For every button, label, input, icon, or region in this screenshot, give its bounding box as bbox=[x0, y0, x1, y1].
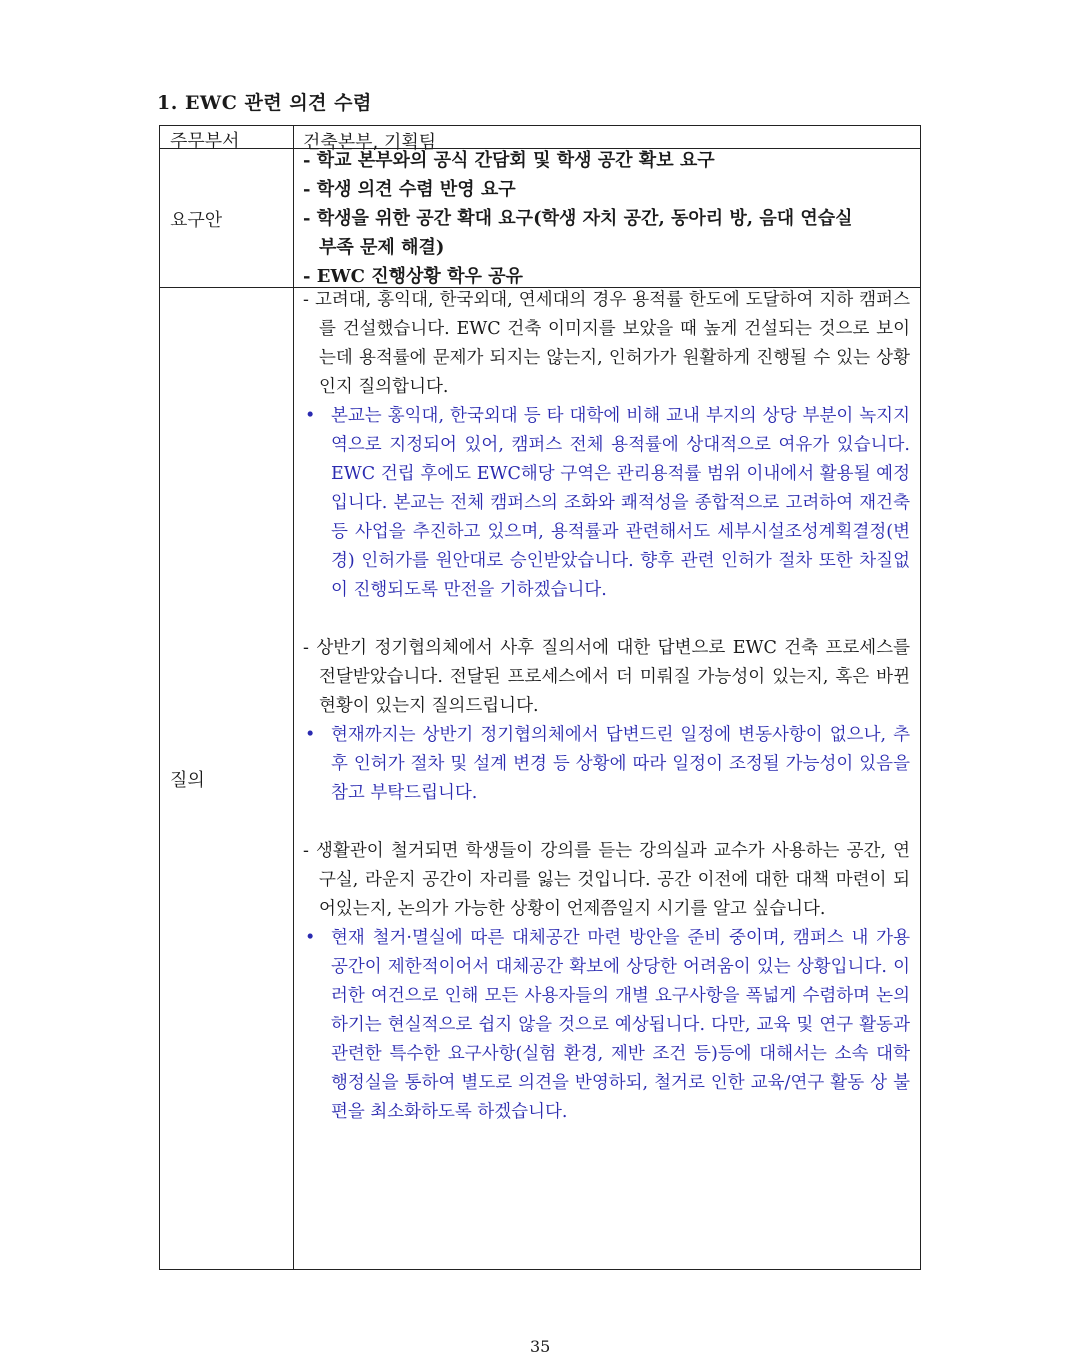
answer-body: 현재까지는 상반기 정기협의체에서 답변드린 일정에 변동사항이 없으나, 추후 인허가 절차 및 설계 변경 등 상황에 따라 일정이 조정될 가능성이 있음을 참고 부탁드립니다. bbox=[331, 725, 910, 803]
qa-list bbox=[303, 286, 910, 1127]
requests-list bbox=[303, 146, 910, 291]
request-item: 부족 문제 해결) bbox=[319, 237, 445, 258]
request-item: - 학교 본부와의 공식 간담회 및 학생 공간 확보 요구 bbox=[303, 150, 715, 171]
answer-body: 현재 철거·멸실에 따른 대체공간 마련 방안을 준비 중이며, 캠퍼스 내 가용 공간이 제한적이어서 대체공간 확보에 상당한 어려움이 있는 상황입니다. 이러한 여건으로 인해 모든 사용자들의 개별 요구사항을 폭넓게 수렴하며 논의하기는 현실적으로 쉽지 않을 것으로 예상됩니다. 다만, 교육 및 연구 활동과 관련한 특수한 요구사항(실험 환경, 제반 조건 등)등에 대해서는 소속 대학 행정실을 통하여 별도로 의견을 반영하되, 철거로 인한 교육/연구 활동 상 불편을 최소화하도록 하겠습니다. bbox=[331, 928, 910, 1122]
answer-text bbox=[303, 402, 910, 605]
column-divider bbox=[293, 126, 294, 1269]
opinion-table bbox=[159, 125, 921, 1270]
qa-label: 질의 bbox=[170, 770, 205, 791]
answer-body: 본교는 홍익대, 한국외대 등 타 대학에 비해 교내 부지의 상당 부분이 녹지지역으로 지정되어 있어, 캠퍼스 전체 용적률에 상대적으로 여유가 있습니다. EWC 건립 후에도 EWC해당 구역은 관리용적률 범위 이내에서 활용될 예정입니다. 본교는 전체 캠퍼스의 조화와 쾌적성을 종합적으로 고려하여 재건축 등 사업을 추진하고 있으며, 용적률과 관련해서도 세부시설조성계획결정(변경) 인허가를 원안대로 승인받았습니다. 향후 관련 인허가 절차 또한 차질없이 진행되도록 만전을 기하겠습니다. bbox=[331, 406, 910, 600]
bullet-icon: • bbox=[305, 725, 316, 745]
question-text: - 생활관이 철거되면 학생들이 강의를 듣는 강의실과 교수가 사용하는 공간, 연구실, 라운지 공간이 자리를 잃는 것입니다. 공간 이전에 대한 대책 마련이 되어있는지, 논의가 가능한 상황이 언제쯤일지 시기를 알고 싶습니다. bbox=[303, 841, 910, 919]
requests-label: 요구안 bbox=[170, 210, 223, 231]
dept-label: 주무부서 bbox=[170, 131, 240, 152]
page-number: 35 bbox=[530, 1337, 551, 1356]
question-text: - 고려대, 홍익대, 한국외대, 연세대의 경우 용적률 한도에 도달하여 지하 캠퍼스를 건설했습니다. EWC 건축 이미지를 보았을 때 높게 건설되는 것으로 보이는데 용적률에 문제가 되지는 않는지, 인허가가 원활하게 진행될 수 있는 상황인지 질의합니다. bbox=[303, 290, 910, 397]
bullet-icon: • bbox=[305, 406, 316, 426]
dept-value: 건축본부, 기획팀 bbox=[303, 132, 437, 153]
answer-text bbox=[303, 721, 910, 808]
request-item: - 학생을 위한 공간 확대 요구(학생 자치 공간, 동아리 방, 음대 연습실 bbox=[303, 208, 853, 229]
bullet-icon: • bbox=[305, 928, 316, 948]
question-text: - 상반기 정기협의체에서 사후 질의서에 대한 답변으로 EWC 건축 프로세스를 전달받았습니다. 전달된 프로세스에서 더 미뤄질 가능성이 있는지, 혹은 바뀐 현황이 있는지 질의드립니다. bbox=[303, 638, 910, 716]
section-heading: 1. EWC 관련 의견 수렴 bbox=[157, 92, 372, 114]
answer-text bbox=[303, 924, 910, 1127]
request-item: - 학생 의견 수렴 반영 요구 bbox=[303, 179, 516, 200]
request-item: - EWC 진행상황 학우 공유 bbox=[303, 266, 523, 287]
